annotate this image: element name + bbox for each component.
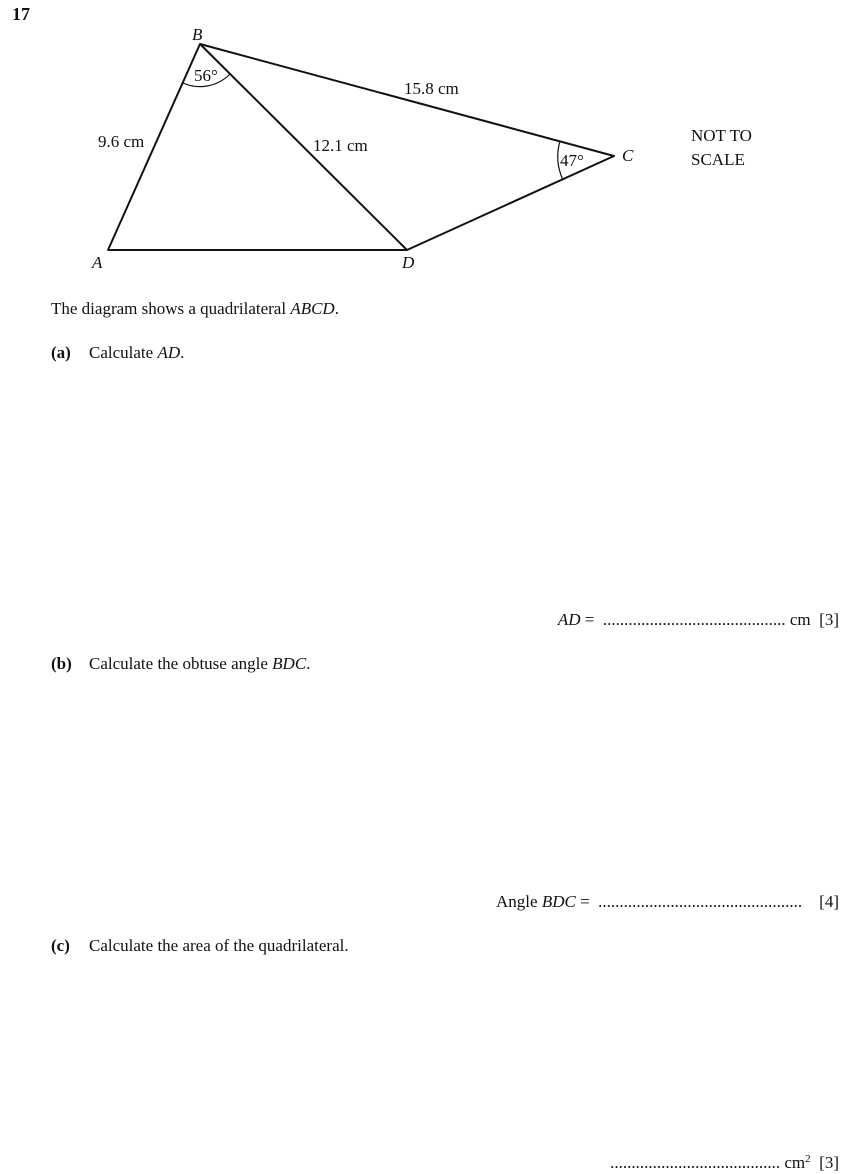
part-a-prompt: (a) Calculate AD.	[51, 343, 185, 362]
part-a-label: (a)	[51, 343, 71, 362]
point-label-b: B	[192, 25, 203, 44]
length-label-ab: 9.6 cm	[98, 132, 145, 151]
not-to-scale-line-1: NOT TO	[691, 126, 752, 145]
part-c-answer-unit-sup: 2	[805, 1153, 811, 1165]
part-c-marks: [3]	[819, 1153, 839, 1172]
intro-shape: ABCD	[290, 299, 335, 318]
part-b-prompt: (b) Calculate the obtuse angle BDC.	[51, 654, 311, 673]
part-a-answer-unit: cm	[789, 610, 811, 629]
part-a-marks: [3]	[819, 610, 839, 629]
question-number: 17	[12, 4, 30, 24]
diagonal-bd	[200, 44, 407, 250]
part-c-answer-line[interactable]	[610, 1153, 839, 1173]
part-b-marks: [4]	[819, 892, 839, 911]
not-to-scale-note	[691, 124, 752, 172]
part-c-answer-unit: cm	[784, 1153, 806, 1172]
part-a-answer-var: AD	[557, 610, 581, 629]
part-c-answer-dots[interactable]: ........................................	[610, 1153, 781, 1172]
part-b-answer-dots[interactable]: ................................................	[598, 892, 803, 911]
point-label-d: D	[402, 253, 415, 272]
part-b-answer-line[interactable]: Angle BDC = ................................................ [4]	[496, 892, 839, 911]
part-c-prompt: (c) Calculate the area of the quadrilateral.	[51, 936, 349, 955]
part-b-label: (b)	[51, 654, 72, 673]
part-a-answer-line[interactable]: AD = ........................................... cm [3]	[557, 610, 839, 629]
point-label-a: A	[92, 253, 103, 272]
angle-label-b: 56°	[194, 66, 218, 85]
part-b-answer-var: BDC	[541, 892, 576, 911]
angle-label-c: 47°	[560, 151, 584, 170]
part-a-answer-dots[interactable]: ...........................................	[602, 610, 786, 629]
intro-text: The diagram shows a quadrilateral ABCD.	[51, 299, 339, 318]
length-label-bc: 15.8 cm	[404, 79, 459, 98]
length-label-bd: 12.1 cm	[313, 136, 368, 155]
point-label-c: C	[622, 146, 634, 165]
part-c-label: (c)	[51, 936, 70, 955]
not-to-scale-line-2: SCALE	[691, 150, 745, 169]
